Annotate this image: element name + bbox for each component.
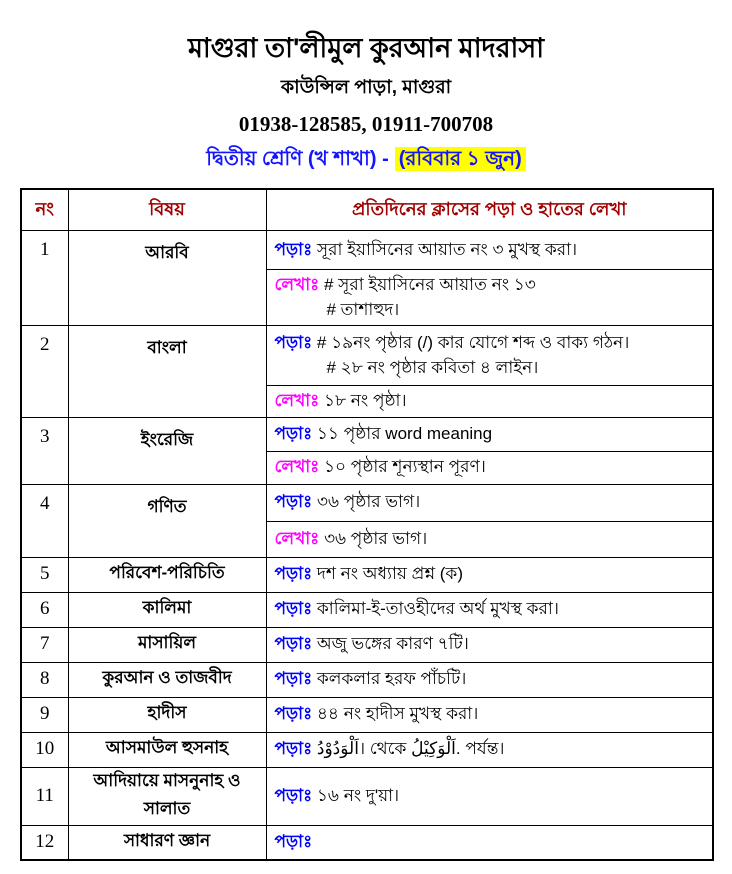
table-row <box>21 767 713 825</box>
read-text: ৪৪ নং হাদীস মুখস্থ করা। <box>316 704 479 724</box>
write-text: ৩৬ পৃষ্ঠার ভাগ। <box>323 528 428 548</box>
row-number: 1 <box>21 230 68 325</box>
read-cell <box>266 557 713 592</box>
write-text: # সূরা ইয়াসিনের আয়াত নং ১৩ <box>323 274 536 294</box>
read-text: ৩৬ পৃষ্ঠার ভাগ। <box>316 492 421 512</box>
read-text: ১১ পৃষ্ঠার word meaning <box>316 423 493 443</box>
subject-cell: বাংলা <box>68 326 266 418</box>
table-row <box>21 592 713 627</box>
read-text-line2: # ২৮ নং পৃষ্ঠার কবিতা ৪ লাইন। <box>326 357 539 377</box>
write-cell <box>266 521 713 557</box>
lesson-table <box>20 188 714 861</box>
table-row <box>21 417 713 451</box>
read-label: পড়াঃ <box>274 739 313 759</box>
write-text: ১৮ নং পৃষ্ঠা। <box>323 391 407 411</box>
row-number: 6 <box>21 592 68 627</box>
read-cell <box>266 662 713 697</box>
phone-numbers: 01938-128585, 01911-700708 <box>238 112 494 137</box>
write-label: লেখাঃ <box>274 274 320 294</box>
table-header-row <box>21 189 713 230</box>
write-label: লেখাঃ <box>274 528 320 548</box>
subject-cell: আদিয়ায়ে মাসনুনাহ ও সালাত <box>68 767 266 825</box>
table-row <box>21 230 713 269</box>
read-label: পড়াঃ <box>274 832 313 852</box>
read-label: পড়াঃ <box>274 423 313 443</box>
row-number: 8 <box>21 662 68 697</box>
table-row <box>21 697 713 732</box>
write-text-line2: # তাশাহুদ। <box>326 299 400 319</box>
document-header <box>0 0 732 177</box>
row-number: 3 <box>21 417 68 484</box>
read-cell <box>266 326 713 386</box>
read-label: পড়াঃ <box>274 564 313 584</box>
subject-cell: ইংরেজি <box>68 417 266 484</box>
read-label: পড়াঃ <box>274 669 313 689</box>
table-row <box>21 326 713 386</box>
read-text: কালিমা-ই-তাওহীদের অর্থ মুখস্থ করা। <box>316 599 559 619</box>
subject-cell: গণিত <box>68 484 266 557</box>
read-cell <box>266 230 713 269</box>
date-highlight: (রবিবার ১ জুন) <box>395 147 526 171</box>
read-text: কলকলার হরফ পাঁচটি। <box>316 669 467 689</box>
write-cell <box>266 451 713 484</box>
school-title: মাগুরা তা'লীমুল কুরআন মাদরাসা <box>187 33 545 63</box>
header-subject: বিষয় <box>68 189 266 230</box>
row-number: 7 <box>21 627 68 662</box>
table-row <box>21 732 713 767</box>
subject-cell: হাদীস <box>68 697 266 732</box>
read-cell <box>266 417 713 451</box>
row-number: 2 <box>21 326 68 418</box>
read-cell <box>266 592 713 627</box>
subject-cell: আসমাউল হুসনাহ <box>68 732 266 767</box>
read-cell <box>266 825 713 860</box>
subject-cell: মাসায়িল <box>68 627 266 662</box>
subject-cell: সাধারণ জ্ঞান <box>68 825 266 860</box>
read-text: ১৬ নং দু'য়া। <box>316 785 400 805</box>
write-label: লেখাঃ <box>274 457 320 477</box>
read-label: পড়াঃ <box>274 333 313 353</box>
row-number: 11 <box>21 767 68 825</box>
write-cell <box>266 386 713 418</box>
write-label: লেখাঃ <box>274 391 320 411</box>
read-label: পড়াঃ <box>274 634 313 654</box>
class-section-label: দ্বিতীয় শ্রেণি (খ শাখা) - <box>206 148 389 171</box>
row-number: 4 <box>21 484 68 557</box>
class-section-line <box>0 144 732 177</box>
read-cell <box>266 732 713 767</box>
table-row <box>21 557 713 592</box>
table-row <box>21 627 713 662</box>
read-label: পড়াঃ <box>274 239 313 259</box>
read-cell <box>266 697 713 732</box>
read-text: অজু ভঙ্গের কারণ ৭টি। <box>316 634 469 654</box>
row-number: 5 <box>21 557 68 592</box>
read-label: পড়াঃ <box>274 599 313 619</box>
header-no: নং <box>21 189 68 230</box>
table-row <box>21 825 713 860</box>
read-label: পড়াঃ <box>274 704 313 724</box>
subject-cell: কুরআন ও তাজবীদ <box>68 662 266 697</box>
read-label: পড়াঃ <box>274 492 313 512</box>
read-cell <box>266 627 713 662</box>
table-row <box>21 662 713 697</box>
read-label: পড়াঃ <box>274 785 313 805</box>
row-number: 10 <box>21 732 68 767</box>
table-row <box>21 484 713 521</box>
row-number: 12 <box>21 825 68 860</box>
read-text: # ১৯নং পৃষ্ঠার (/) কার যোগে শব্দ ও বাক্য গঠন। <box>316 333 630 353</box>
subject-cell: পরিবেশ-পরিচিতি <box>68 557 266 592</box>
read-text-arabic: اَلْوَدُوْدُ। থেকে اَلْوَكِيْلُ. পর্যন্ত। <box>316 739 505 759</box>
subject-cell: কালিমা <box>68 592 266 627</box>
write-cell <box>266 269 713 325</box>
write-text: ১০ পৃষ্ঠার শূন্যস্থান পূরণ। <box>323 457 486 477</box>
row-number: 9 <box>21 697 68 732</box>
read-cell <box>266 767 713 825</box>
read-cell <box>266 484 713 521</box>
subject-cell: আরবি <box>68 230 266 325</box>
read-text: সূরা ইয়াসিনের আয়াত নং ৩ মুখস্থ করা। <box>316 239 578 259</box>
header-content: প্রতিদিনের ক্লাসের পড়া ও হাতের লেখা <box>266 189 713 230</box>
read-text: দশ নং অধ্যায় প্রশ্ন (ক) <box>316 564 463 584</box>
school-address: কাউন্সিল পাড়া, মাগুরা <box>280 77 452 99</box>
